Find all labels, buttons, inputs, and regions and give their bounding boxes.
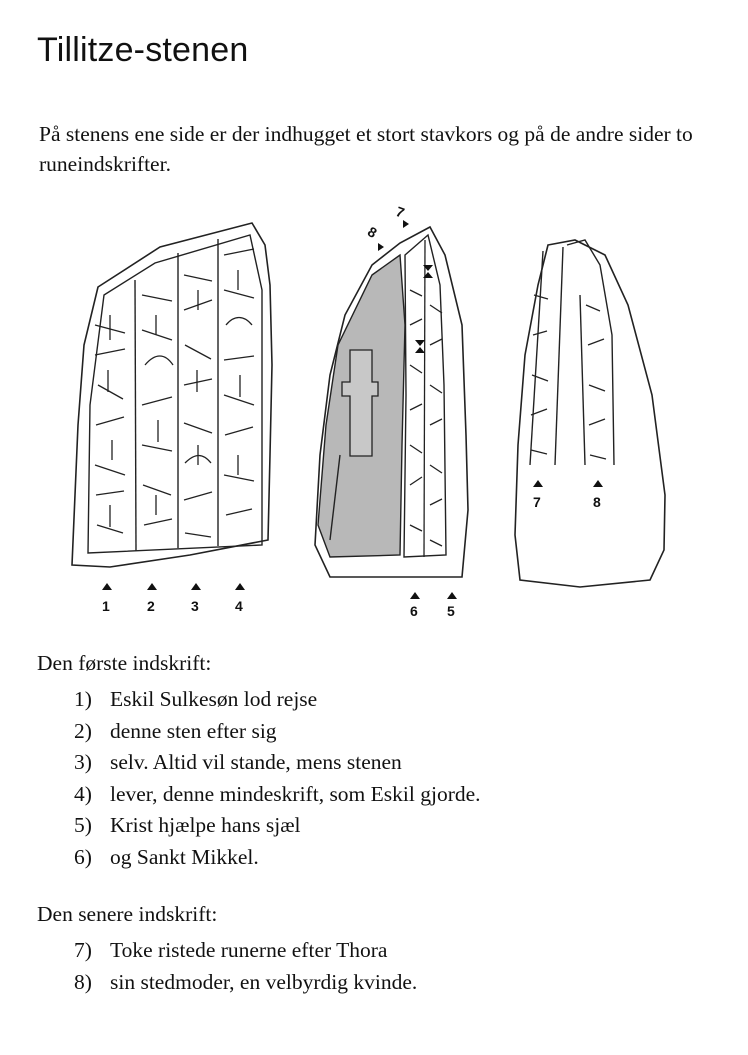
item-number: 3) xyxy=(74,750,92,774)
arrow-7-top-icon xyxy=(403,220,409,228)
page-title: Tillitze-stenen xyxy=(37,31,249,69)
item-text: denne sten efter sig xyxy=(110,718,277,743)
list-item xyxy=(74,716,481,748)
item-number: 6) xyxy=(74,844,92,869)
first-inscription-heading: Den første indskrift: xyxy=(37,651,212,675)
label-2: 2 xyxy=(147,598,155,614)
item-number: 8) xyxy=(74,969,92,994)
later-inscription-heading: Den senere indskrift: xyxy=(37,902,218,926)
stone-front-drawing xyxy=(72,223,272,614)
arrow-8-top-icon xyxy=(378,243,384,251)
item-text: og Sankt Mikkel. xyxy=(110,844,259,869)
item-number: 4) xyxy=(74,781,92,806)
item-number: 7) xyxy=(74,938,92,962)
item-number: 2) xyxy=(74,718,92,743)
list-item xyxy=(74,935,417,967)
list-item xyxy=(74,842,481,874)
arrow-2-icon xyxy=(147,583,157,590)
item-number: 5) xyxy=(74,813,92,837)
label-8-back: 8 xyxy=(593,494,601,510)
list-item xyxy=(74,779,481,811)
intro-paragraph: På stenens ene side er der indhugget et stort stavkors og på de andre sider to runeindskrifter. xyxy=(39,122,693,176)
arrow-1-icon xyxy=(102,583,112,590)
item-text: lever, denne mindeskrift, som Eskil gjorde. xyxy=(110,781,481,806)
label-1: 1 xyxy=(102,598,110,614)
label-7-back: 7 xyxy=(533,494,541,510)
stone-side-drawing xyxy=(315,203,468,619)
item-text: Eskil Sulkesøn lod rejse xyxy=(110,687,318,711)
label-4: 4 xyxy=(235,598,243,614)
list-item xyxy=(74,684,481,716)
label-8-top: 8 xyxy=(365,223,380,241)
later-inscription-list xyxy=(74,935,417,998)
arrow-3-icon xyxy=(191,583,201,590)
label-3: 3 xyxy=(191,598,199,614)
arrow-6-icon xyxy=(410,592,420,599)
item-number: 1) xyxy=(74,687,92,711)
item-text: Krist hjælpe hans sjæl xyxy=(110,813,301,837)
list-item xyxy=(74,967,417,999)
list-item xyxy=(74,810,481,842)
item-text: Toke ristede runerne efter Thora xyxy=(110,938,388,962)
arrow-5-icon xyxy=(447,592,457,599)
item-text: selv. Altid vil stande, mens stenen xyxy=(110,750,402,774)
label-6: 6 xyxy=(410,603,418,619)
item-text: sin stedmoder, en velbyrdig kvinde. xyxy=(110,969,418,994)
stone-back-drawing xyxy=(515,240,665,587)
list-item xyxy=(74,747,481,779)
arrow-4-icon xyxy=(235,583,245,590)
label-5: 5 xyxy=(447,603,455,619)
runestone-figure xyxy=(0,195,748,635)
label-7-top: 7 xyxy=(393,203,407,221)
first-inscription-list xyxy=(74,684,481,873)
